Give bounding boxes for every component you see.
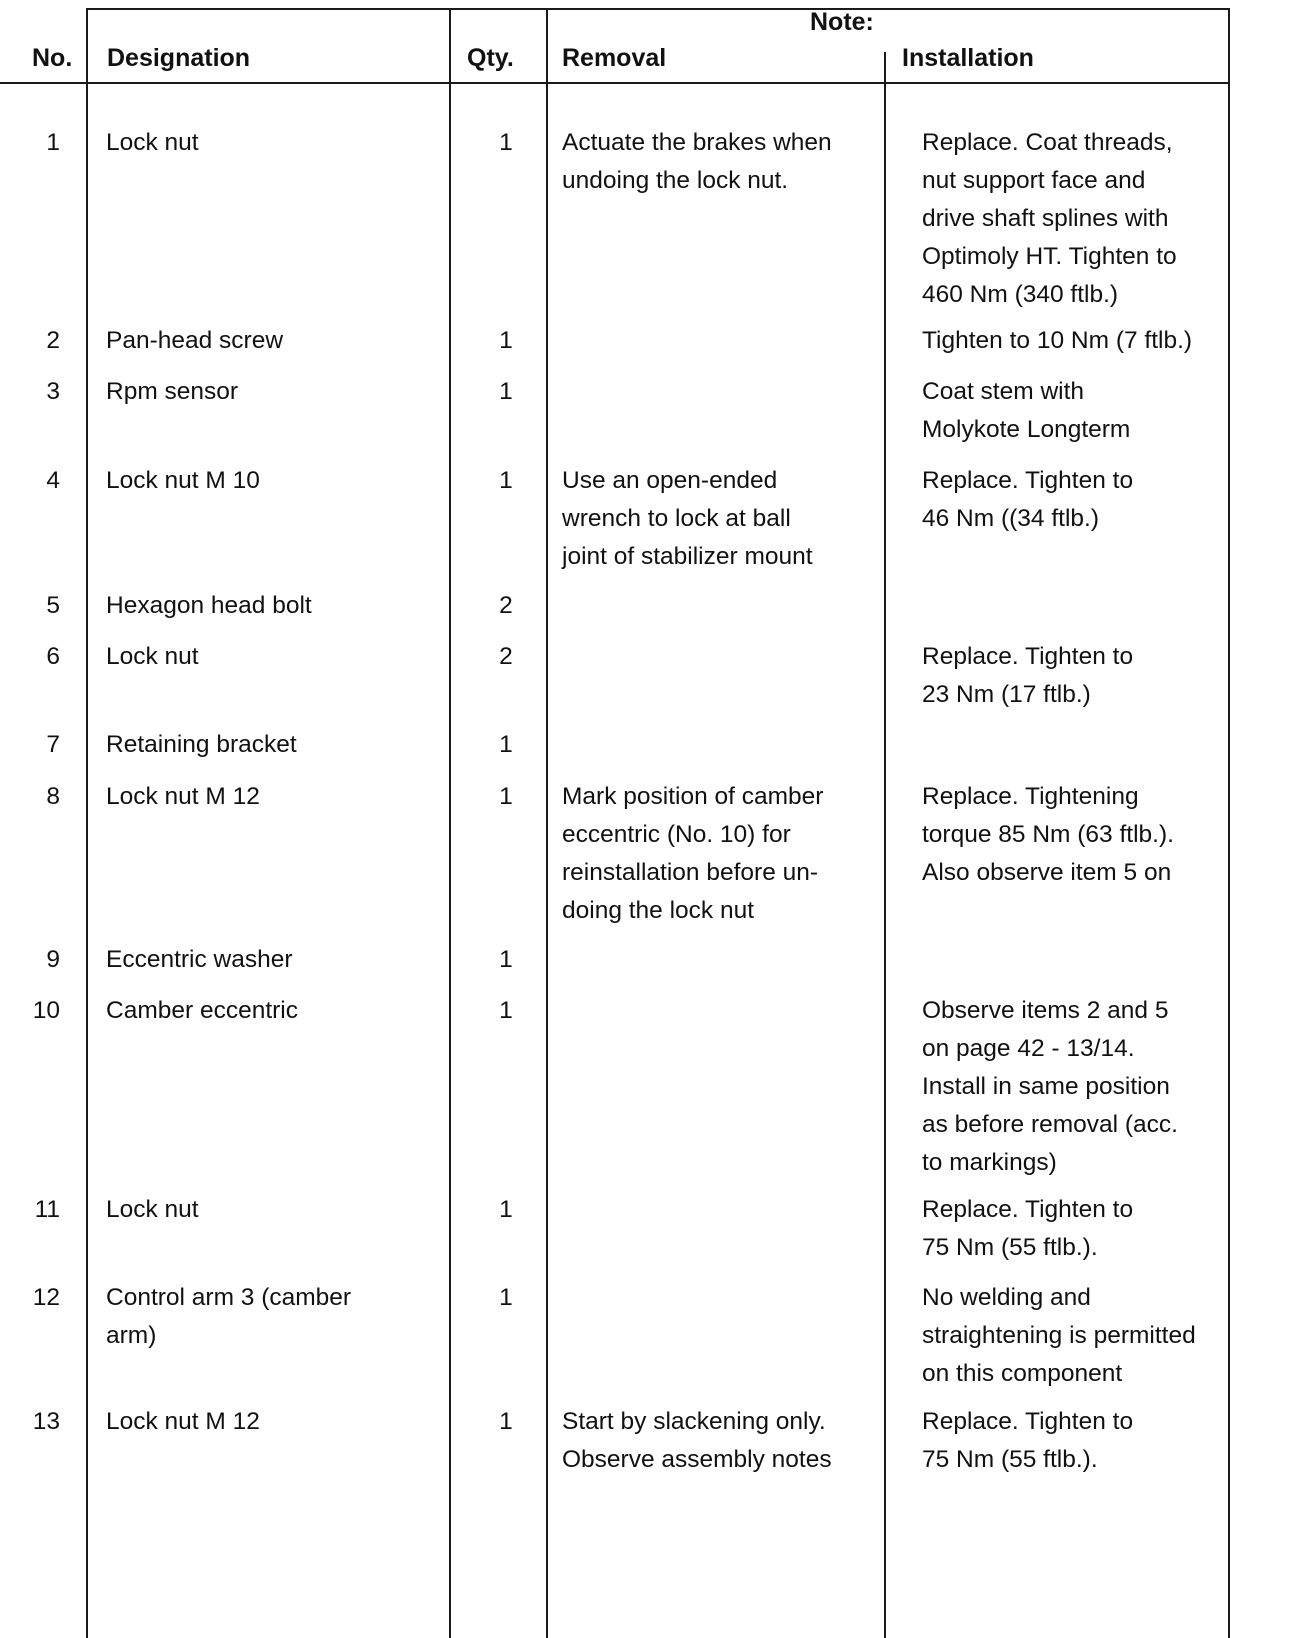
row-removal: Actuate the brakes when undoing the lock nut. — [562, 129, 832, 194]
row-qty: 1 — [499, 1408, 513, 1435]
row-qty: 1 — [499, 731, 513, 758]
row-removal: Mark position of camber eccentric (No. 10) for reinstallation before un- doing the lock nut — [562, 783, 824, 924]
row-installation: Observe items 2 and 5 on page 42 - 13/14. Install in same position as before removal (acc. to markings) — [922, 997, 1178, 1176]
row-no: 13 — [32, 1408, 60, 1435]
row-no: 12 — [32, 1284, 60, 1311]
header-note: Note: — [810, 8, 874, 36]
row-installation: Replace. Tighten to 46 Nm ((34 ftlb.) — [922, 467, 1134, 532]
table-right-border — [1228, 8, 1230, 1638]
row-designation: Lock nut M 12 — [106, 1408, 260, 1435]
row-designation: Lock nut — [106, 129, 199, 156]
row-qty: 1 — [499, 783, 513, 810]
row-no: 2 — [46, 327, 60, 354]
row-designation: Lock nut M 12 — [106, 783, 260, 810]
row-designation: Camber eccentric — [106, 997, 298, 1024]
row-designation: Lock nut — [106, 643, 199, 670]
header-bottom-rule — [0, 82, 1230, 84]
row-designation: Pan-head screw — [106, 327, 284, 354]
row-no: 6 — [46, 643, 60, 670]
row-removal: Start by slackening only. Observe assembly notes — [562, 1408, 832, 1473]
row-installation: Coat stem with Molykote Longterm — [922, 378, 1131, 443]
header-designation: Designation — [107, 44, 251, 72]
row-no: 7 — [46, 731, 60, 758]
row-qty: 1 — [499, 997, 513, 1024]
row-qty: 2 — [499, 643, 513, 670]
row-qty: 1 — [499, 946, 513, 973]
row-no: 10 — [32, 997, 60, 1024]
row-designation: Hexagon head bolt — [106, 592, 312, 619]
row-no: 1 — [46, 129, 60, 156]
row-no: 5 — [46, 592, 60, 619]
row-removal: Use an open-ended wrench to lock at ball joint of stabilizer mount — [562, 467, 813, 570]
row-designation: Retaining bracket — [106, 731, 297, 758]
header-qty: Qty. — [467, 44, 514, 72]
row-qty: 1 — [499, 327, 513, 354]
row-installation: Replace. Tighten to 75 Nm (55 ftlb.). — [922, 1196, 1134, 1261]
header-removal: Removal — [562, 44, 667, 72]
header-no: No. — [32, 44, 73, 72]
row-installation: Replace. Tighten to 75 Nm (55 ftlb.). — [922, 1408, 1134, 1473]
col-divider-no — [86, 8, 88, 1638]
row-no: 4 — [46, 467, 60, 494]
row-no: 3 — [46, 378, 60, 405]
row-qty: 2 — [499, 592, 513, 619]
header-installation: Installation — [902, 44, 1034, 72]
row-no: 9 — [46, 946, 60, 973]
col-divider-designation — [449, 8, 451, 1638]
row-no: 8 — [46, 783, 60, 810]
table-top-border — [88, 8, 1230, 10]
row-designation: Control arm 3 (camber arm) — [106, 1284, 352, 1349]
row-designation: Eccentric washer — [106, 946, 293, 973]
row-designation: Rpm sensor — [106, 378, 239, 405]
row-designation: Lock nut M 10 — [106, 467, 260, 494]
row-installation: No welding and straightening is permitted on this component — [922, 1284, 1196, 1387]
row-qty: 1 — [499, 378, 513, 405]
row-qty: 1 — [499, 129, 513, 156]
row-qty: 1 — [499, 467, 513, 494]
row-installation: Tighten to 10 Nm (7 ftlb.) — [922, 327, 1193, 354]
row-qty: 1 — [499, 1196, 513, 1223]
row-no: 11 — [34, 1196, 60, 1223]
row-installation: Replace. Coat threads, nut support face and drive shaft splines with Optimoly HT. Tighten to 460 Nm (340 ftlb.) — [922, 129, 1177, 308]
col-divider-qty — [546, 8, 548, 1638]
row-installation: Replace. Tighten to 23 Nm (17 ftlb.) — [922, 643, 1134, 708]
col-divider-removal — [884, 52, 886, 1638]
row-installation: Replace. Tightening torque 85 Nm (63 ftlb.). Also observe item 5 on — [922, 783, 1174, 886]
row-designation: Lock nut — [106, 1196, 199, 1223]
row-qty: 1 — [499, 1284, 513, 1311]
